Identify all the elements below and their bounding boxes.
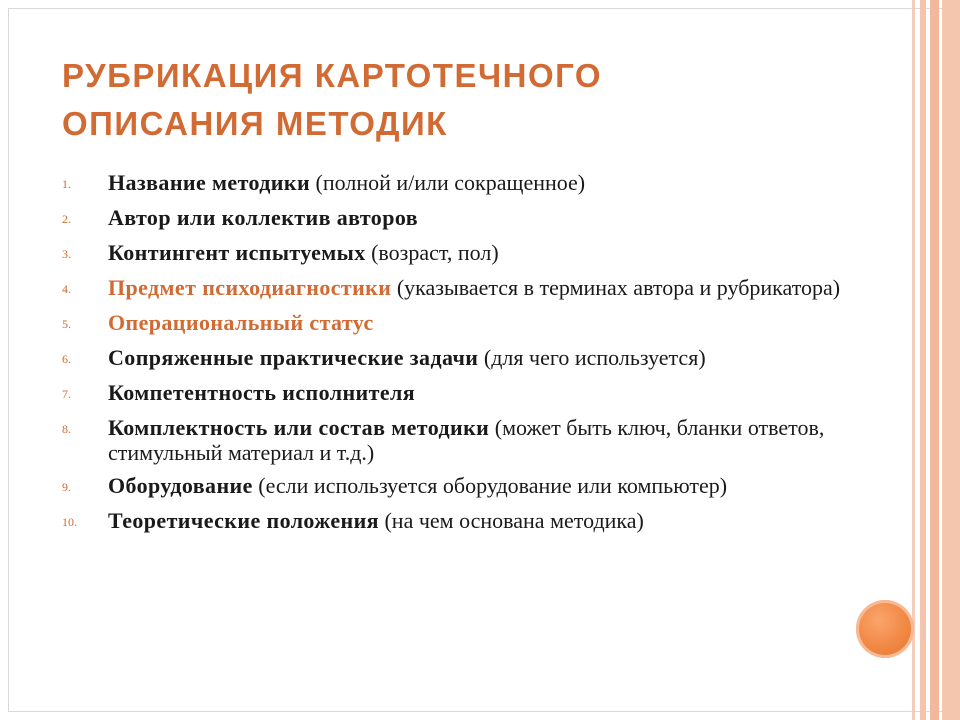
rubric-list bbox=[62, 170, 862, 543]
list-item-1 bbox=[62, 170, 862, 197]
decorative-circle bbox=[856, 600, 914, 658]
item-bold-term: Комплектность или состав методики bbox=[108, 415, 490, 440]
item-note: (может быть ключ, бланки ответов, стимульный материал и т.д.) bbox=[108, 415, 825, 465]
item-note: (возраст, пол) bbox=[365, 240, 499, 265]
item-number: 1. bbox=[62, 177, 71, 191]
list-item-4 bbox=[62, 275, 862, 302]
item-note: (указывается в терминах автора и рубрикатора) bbox=[391, 275, 841, 300]
title-line-2: ОПИСАНИЯ МЕТОДИК bbox=[62, 105, 448, 142]
list-item-8 bbox=[62, 415, 862, 465]
list-item-9 bbox=[62, 473, 862, 500]
item-note: (если используется оборудование или компьютер) bbox=[252, 473, 728, 498]
list-item-10 bbox=[62, 508, 862, 535]
item-number: 10. bbox=[62, 515, 77, 529]
list-item-6 bbox=[62, 345, 862, 372]
slide-title bbox=[62, 52, 882, 148]
item-number: 6. bbox=[62, 352, 71, 366]
item-text bbox=[108, 205, 862, 230]
item-text bbox=[108, 508, 862, 533]
item-bold-term: Теоретические положения bbox=[108, 508, 379, 533]
stripe-4 bbox=[942, 0, 960, 720]
item-bold-term: Контингент испытуемых bbox=[108, 240, 366, 265]
item-text bbox=[108, 310, 862, 335]
stripe-2 bbox=[920, 0, 926, 720]
item-text bbox=[108, 170, 862, 195]
item-text bbox=[108, 473, 862, 498]
item-number: 8. bbox=[62, 422, 71, 436]
item-bold-term: Сопряженные практические задачи bbox=[108, 345, 479, 370]
decorative-stripes bbox=[912, 0, 960, 720]
list-item-7 bbox=[62, 380, 862, 407]
item-number: 5. bbox=[62, 317, 71, 331]
item-bold-term: Название методики bbox=[108, 170, 311, 195]
item-bold-term: Оборудование bbox=[108, 473, 253, 498]
item-note: (на чем основана методика) bbox=[378, 508, 644, 533]
stripe-3 bbox=[930, 0, 939, 720]
item-text bbox=[108, 240, 862, 265]
item-number: 4. bbox=[62, 282, 71, 296]
item-number: 2. bbox=[62, 212, 71, 226]
item-number: 9. bbox=[62, 480, 71, 494]
item-number: 3. bbox=[62, 247, 71, 261]
item-bold-term: Автор или коллектив авторов bbox=[108, 205, 418, 230]
item-text bbox=[108, 345, 862, 370]
item-text bbox=[108, 415, 862, 465]
list-item-2 bbox=[62, 205, 862, 232]
item-bold-term: Компетентность исполнителя bbox=[108, 380, 416, 405]
list-item-5 bbox=[62, 310, 862, 337]
item-note: (полной и/или сокращенное) bbox=[310, 170, 586, 195]
item-note: (для чего используется) bbox=[478, 345, 706, 370]
stripe-1 bbox=[912, 0, 915, 720]
item-text bbox=[108, 380, 862, 405]
item-bold-term: Предмет психодиагностики bbox=[108, 275, 392, 300]
item-bold-term: Операциональный статус bbox=[108, 310, 374, 335]
item-number: 7. bbox=[62, 387, 71, 401]
title-line-1: РУБРИКАЦИЯ КАРТОТЕЧНОГО bbox=[62, 57, 603, 94]
item-text bbox=[108, 275, 862, 300]
list-item-3 bbox=[62, 240, 862, 267]
